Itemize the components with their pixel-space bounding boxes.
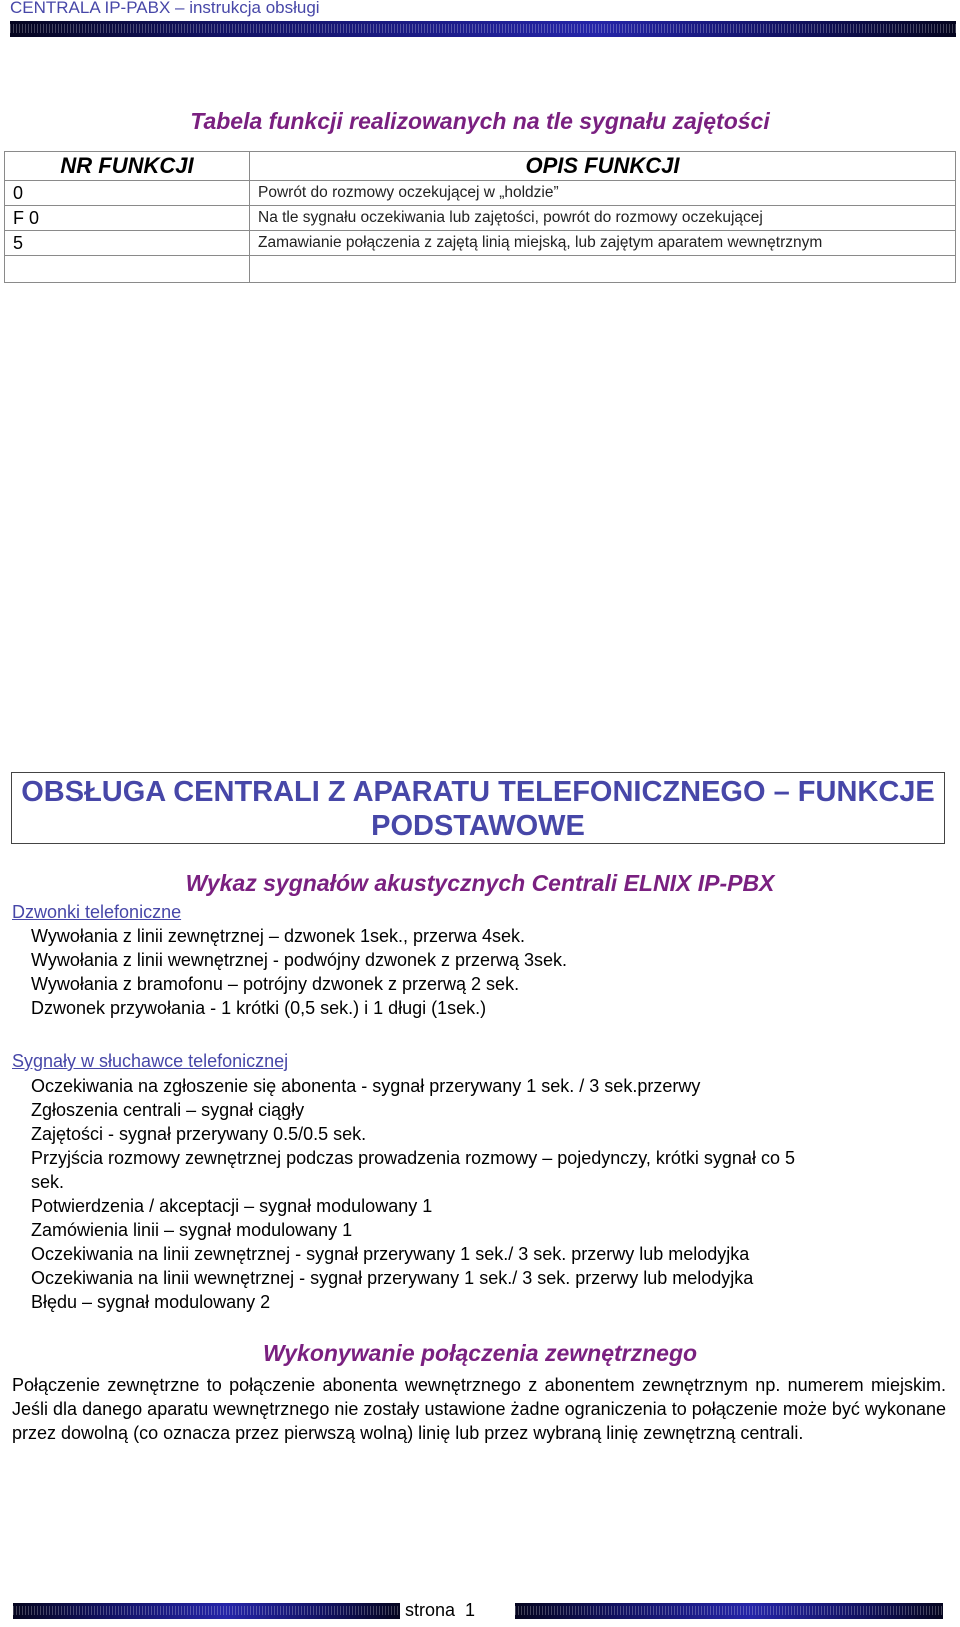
- handset-signal-item: Oczekiwania na linii wewnętrznej - sygnał przerywany 1 sek./ 3 sek. przerwy lub melodyjka: [31, 1268, 754, 1288]
- chapter-title-box: [11, 772, 945, 844]
- page-label: strona: [405, 1600, 456, 1620]
- function-number: F 0: [5, 206, 250, 231]
- document-header-title: CENTRALA IP-PABX – instrukcja obsługi: [10, 0, 320, 17]
- function-description: Zamawianie połączenia z zajętą linią miejską, lub zajętym aparatem wewnętrznym: [250, 231, 956, 256]
- signals-section-title: Wykaz sygnałów akustycznych Centrali ELNIX IP-PBX: [185, 870, 775, 896]
- function-number: 5: [5, 231, 250, 256]
- handset-signal-item: Przyjścia rozmowy zewnętrznej podczas prowadzenia rozmowy – pojedynczy, krótki sygnał co 5: [31, 1148, 795, 1168]
- function-description: Na tle sygnału oczekiwania lub zajętości, powrót do rozmowy oczekującej: [250, 206, 956, 231]
- ring-item: Wywołania z linii wewnętrznej - podwójny dzwonek z przerwą 3sek.: [31, 950, 568, 970]
- handset-signals-heading: Sygnały w słuchawce telefonicznej: [12, 1051, 289, 1071]
- table-row: [5, 206, 956, 231]
- footer-decorative-bar-right: [515, 1603, 943, 1619]
- external-call-paragraph: Połączenie zewnętrzne to połączenie abonenta wewnętrznego z abonentem zewnętrznym np. numerem miejskim. Jeśli dla danego aparatu wewnętrznego nie zostały ustawione żadne ograniczenia to połączenie może być wykonane przez dowolną (co oznacza przez pierwszą wolną) linię lub przez wybraną linię zewnętrzną centrali.: [12, 1375, 946, 1443]
- column-header-opis: OPIS FUNKCJI: [250, 152, 956, 181]
- table-section-title: Tabela funkcji realizowanych na tle sygnału zajętości: [190, 108, 770, 134]
- chapter-title-line-2: PODSTAWOWE: [371, 810, 585, 842]
- external-call-title: Wykonywanie połączenia zewnętrznego: [262, 1340, 698, 1366]
- handset-signal-item: Oczekiwania na zgłoszenie się abonenta - sygnał przerywany 1 sek. / 3 sek.przerwy: [31, 1076, 701, 1096]
- page-number: [405, 1600, 475, 1621]
- ring-item: Wywołania z bramofonu – potrójny dzwonek z przerwą 2 sek.: [31, 974, 520, 994]
- handset-signal-item: Zajętości - sygnał przerywany 0.5/0.5 sek.: [31, 1124, 367, 1144]
- chapter-title-line-1: OBSŁUGA CENTRALI Z APARATU TELEFONICZNEGO – FUNKCJE: [21, 776, 935, 808]
- column-header-nr: NR FUNKCJI: [5, 152, 250, 181]
- handset-signal-item: Zamówienia linii – sygnał modulowany 1: [31, 1220, 353, 1240]
- table-row-empty: [5, 256, 956, 283]
- function-number: 0: [5, 181, 250, 206]
- functions-table: [4, 151, 956, 283]
- table-row: [5, 181, 956, 206]
- ring-item: Wywołania z linii zewnętrznej – dzwonek 1sek., przerwa 4sek.: [31, 926, 526, 946]
- handset-signal-item: Zgłoszenia centrali – sygnał ciągły: [31, 1100, 305, 1120]
- handset-signal-item: Potwierdzenia / akceptacji – sygnał modulowany 1: [31, 1196, 433, 1216]
- ring-item: Dzwonek przywołania - 1 krótki (0,5 sek.) i 1 długi (1sek.): [31, 998, 487, 1018]
- footer-decorative-bar-left: [13, 1603, 400, 1619]
- page-number-value: 1: [465, 1600, 476, 1620]
- handset-signal-item: Błędu – sygnał modulowany 2: [31, 1292, 271, 1312]
- table-row: [5, 231, 956, 256]
- handset-signal-item: sek.: [31, 1172, 65, 1192]
- handset-signal-item: Oczekiwania na linii zewnętrznej - sygnał przerywany 1 sek./ 3 sek. przerwy lub melodyjka: [31, 1244, 750, 1264]
- rings-heading: Dzwonki telefoniczne: [12, 902, 182, 922]
- function-description: Powrót do rozmowy oczekującej w „holdzie”: [250, 181, 956, 206]
- header-decorative-bar: [10, 21, 956, 37]
